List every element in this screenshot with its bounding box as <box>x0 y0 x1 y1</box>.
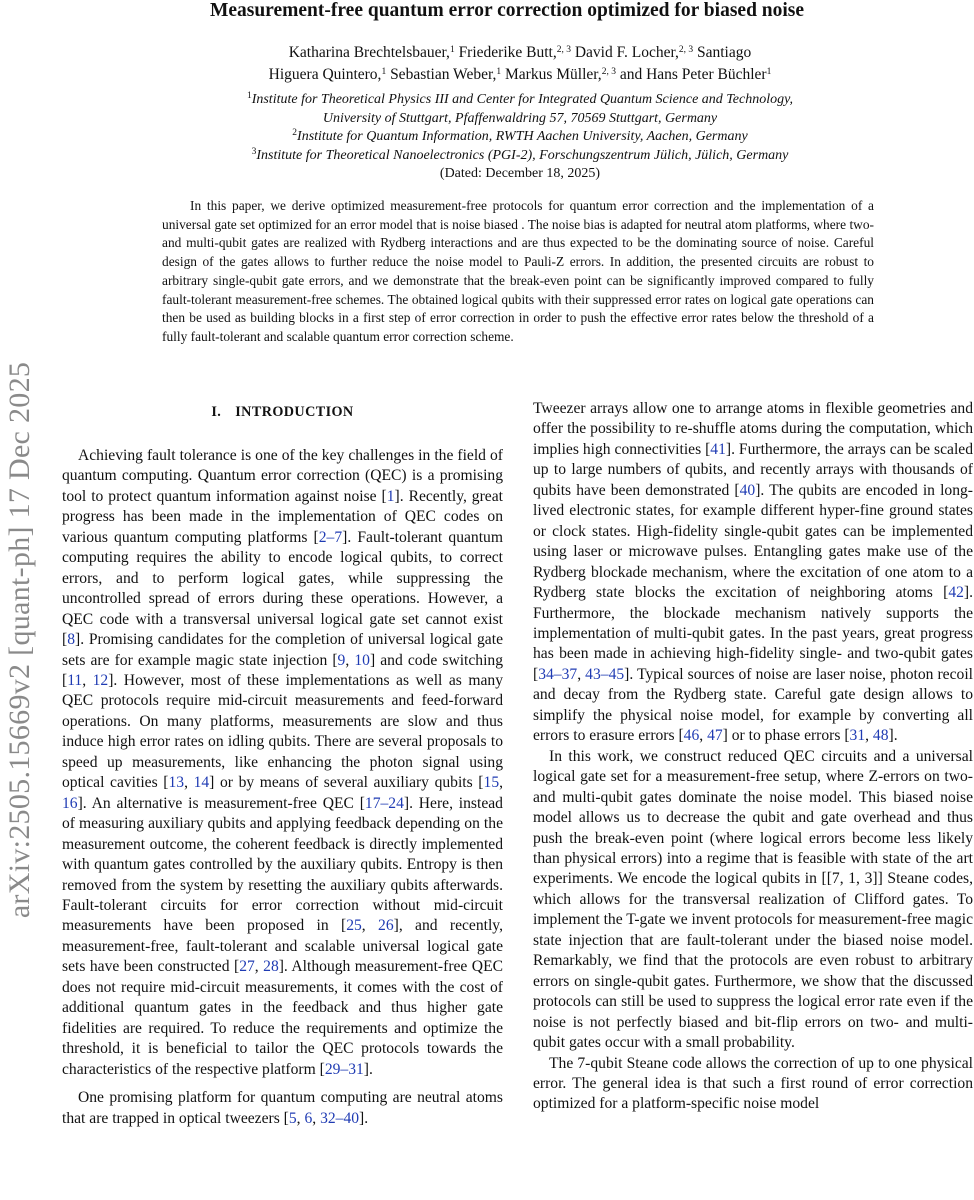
affiliation-1: $^1$Institute for Theoretical Physics III and Center for Integrated Quantum Science and Technology, University of Stuttgart, Pfaffenwaldring 57, 70569 Stuttgart, Germany <box>246 91 794 126</box>
author-list <box>160 42 880 86</box>
section-heading <box>62 402 503 446</box>
abstract <box>162 197 874 347</box>
section-title: INTRODUCTION <box>235 404 354 420</box>
paper-title: Measurement-free quantum error correction optimized for biased noise <box>209 0 805 21</box>
right-column <box>533 399 973 1115</box>
abstract-text: In this paper, we derive optimized measurement-free protocols for quantum error correction and the implementation of a universal gate set optimized for an error model that is noise biased . The noise bias is adapted for neutral atom platforms, where two- and multi-qubit gates are realized with Rydberg interactions and are thus expected to be the dominating source of noise. Careful design of the gates allows to further reduce the noise model to Pauli-Z errors. In addition, the presented circuits are robust to arbitrary single-qubit gate errors, and we demonstrate that the break-even point can be significantly improved compared to fully fault-tolerant measurement-free schemes. The obtained logical qubits with their suppressed error rates on logical gate operations can then be used as building blocks in a first step of error correction in order to push the effective error rates below the threshold of a fully fault-tolerant and scalable quantum error correction scheme. <box>162 198 874 344</box>
affiliation-3: $^3$Institute for Theoretical Nanoelectronics (PGI-2), Forschungszentrum Jülich, Jülich, Germany <box>251 146 789 163</box>
right-paragraph-2: In this work, we construct reduced QEC circuits and a universal logical gate set for a measurement-free setup, where Z-errors on two- and multi-qubit gates dominate the noise model. This biased noise model allows us to decrease the qubit and gate overhead and thus push the break-even point (where logical errors become less likely than physical errors) into a regime that is feasible with state of the art experiments. We encode the logical qubits in [[7, 1, 3]] Steane codes, which allows for the transversal realization of Clifford gates. To implement the T-gate we invent protocols for measurement-free magic state injection that are fault-tolerant under the biased noise model. Remarkably, we find that the protocols are even robust to arbitrary errors on single-qubit gates. Furthermore, we show that the discussed protocols can still be used to suppress the logical error rate even if the noise is not perfectly biased and bit-flip errors on two- and multi-qubit gates occur with a small probability. <box>533 747 973 1052</box>
affiliation-2: $^2$Institute for Quantum Information, RWTH Aachen University, Aachen, Germany <box>292 128 748 145</box>
affiliations <box>150 91 890 184</box>
right-paragraph-3: The 7-qubit Steane code allows the correction of up to one physical error. The general idea is that such a first round of error correction optimized for a platform-specific noise model <box>533 1054 973 1113</box>
arxiv-identifier <box>0 0 40 1200</box>
dated-line: (Dated: December 18, 2025) <box>439 166 601 182</box>
arxiv-id-text: arXiv:2505.15669v2 [quant-ph] 17 Dec 2025 <box>3 361 36 919</box>
left-column <box>62 400 503 1129</box>
intro-paragraph-2: One promising platform for quantum computing are neutral atoms that are trapped in optical tweezers [5, 6, 32–40]. <box>62 1089 503 1127</box>
section-number: I. <box>211 404 222 420</box>
intro-paragraph-1: Achieving fault tolerance is one of the key challenges in the field of quantum computing. Quantum error correction (QEC) is a promising tool to protect quantum information against noise [1]. Recently, great progress has been made in the implementation of QEC codes on various quantum computing platforms [2–7]. Fault-tolerant quantum computing requires the ability to encode logical qubits, to correct errors, and to perform logical gates, while suppressing the uncontrolled spread of errors during these operations. However, a QEC code with a transversal universal logical gate set cannot exist [8]. Promising candidates for the completion of universal logical gate sets are for example magic state injection [9, 10] and code switching [11, 12]. However, most of these implementations as well as many QEC protocols require mid-circuit measurements and feed-forward operations. On many platforms, measurements are slow and thus induce high error rates on idling qubits. There are several proposals to speed up measurements, like enhancing the photon signal using optical cavities [13, 14] or by means of several auxiliary qubits [15, 16]. An alternative is measurement-free QEC [17–24]. Here, instead of measuring auxiliary qubits and applying feedback depending on the measurement outcome, the coherent feedback is directly implemented with quantum gates controlled by the auxiliary qubits. Entropy is then removed from the system by resetting the auxiliary qubits afterwards. Fault-tolerant circuits for error correction without mid-circuit measurements have been proposed in [25, 26], and recently, measurement-free, fault-tolerant and scalable universal logical gate sets have been constructed [27, 28]. Although measurement-free QEC does not require mid-circuit measurements, it comes with the cost of additional quantum gates in the feedback and thus higher gate fidelities are required. To reduce the requirements and optimize the threshold, it is beneficial to tailor the QEC protocols towards the characteristics of the respective platform [29–31]. <box>62 447 504 1078</box>
authors-line-2: Higuera Quintero,$^1$ Sebastian Weber,$^1$ Markus Müller,$^{2, 3}$ and Hans Peter Büchler$^1$ <box>268 66 772 83</box>
authors-line-1: Katharina Brechtelsbauer,$^1$ Friederike Butt,$^{2, 3}$ David F. Locher,$^{2, 3}$ Santiago <box>288 44 752 61</box>
right-paragraph-1: Tweezer arrays allow one to arrange atoms in flexible geometries and offer the possibility to re-shuffle atoms during the computation, which implies high connectivities [41]. Furthermore, the arrays can be scaled up to large numbers of qubits, and recently arrays with thousands of qubits have been demonstrated [40]. The qubits are encoded in long-lived electronic states, for example different hyper-fine ground states or clock states. High-fidelity single-qubit gates can be implemented using laser or microwave pulses. Entangling gates make use of the Rydberg blockade mechanism, where the excitation of one atom to a Rydberg state blocks the excitation of neighboring atoms [42]. Furthermore, the blockade mechanism natively supports the implementation of multi-qubit gates. In the past years, great progress has been made in achieving high-fidelity single- and two-qubit gates [34–37, 43–45]. Typical sources of noise are laser noise, photon recoil and decay from the Rydberg state. Careful gate design allows to simplify the physical noise model, for example by converting all errors to erasure errors [46, 47] or to phase errors [31, 48]. <box>533 400 973 745</box>
